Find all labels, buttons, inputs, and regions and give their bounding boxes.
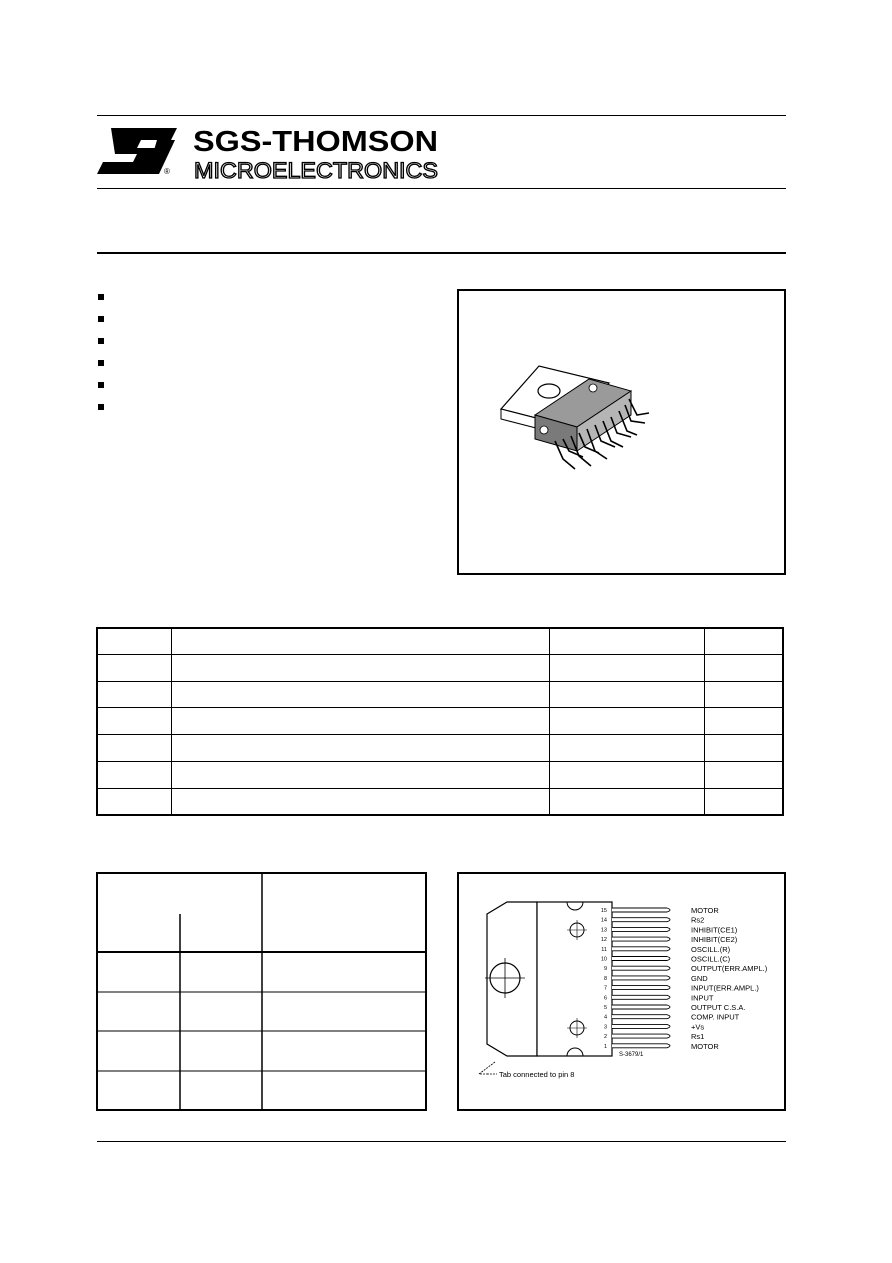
pin-lead — [612, 995, 670, 999]
pin-label: MOTOR — [691, 906, 719, 915]
header-rule — [97, 188, 786, 189]
pin-label: Rs2 — [691, 915, 705, 925]
tab-note: Tab connected to pin 8 — [499, 1070, 575, 1079]
feature-list — [98, 294, 104, 426]
pin-lead — [612, 1044, 670, 1048]
pin-label: OSCILL.(R) — [691, 944, 731, 954]
pin-label: INHIBIT(CE2) — [691, 935, 738, 945]
pin-number: 12 — [600, 937, 607, 944]
tab-note-arrow — [479, 1062, 495, 1074]
pin-connection-diagram — [457, 872, 786, 1111]
pin-lead — [612, 937, 670, 941]
pin-lead — [612, 986, 670, 990]
pin-label: Rs1 — [691, 1032, 705, 1042]
feature-bullet — [98, 360, 104, 366]
st-logo-icon — [97, 128, 177, 176]
pin-number: 9 — [603, 966, 607, 973]
pin-number: 3 — [603, 1024, 607, 1031]
title-rule — [97, 252, 786, 254]
pin-lead — [612, 957, 670, 961]
thermal-table-lines — [98, 874, 425, 1109]
pin-number: 5 — [603, 1005, 607, 1011]
pin-number: 4 — [603, 1014, 607, 1021]
pin-number: 13 — [600, 927, 607, 934]
table-row — [97, 681, 783, 707]
pin-lead — [612, 1015, 670, 1019]
st-logo — [97, 126, 443, 182]
table-row — [97, 761, 783, 788]
table-row — [97, 654, 783, 681]
svg-text:®: ® — [164, 167, 170, 176]
pin-lead — [612, 1024, 670, 1028]
pin-label: INPUT(ERR.AMPL.) — [691, 983, 759, 993]
division-name: MICROELECTRONICS — [194, 158, 438, 182]
pin-lead — [612, 918, 670, 922]
package-figure — [457, 289, 786, 575]
multiwatt-package-icon — [459, 291, 784, 573]
feature-bullet — [98, 404, 104, 410]
pin-label: GND — [691, 973, 708, 983]
pin-lead — [612, 976, 670, 980]
pin-number: 1 — [603, 1043, 607, 1050]
table-row — [97, 788, 783, 815]
feature-bullet — [98, 338, 104, 344]
footer-rule — [97, 1141, 786, 1142]
table-row — [97, 707, 783, 734]
pin-number: 7 — [603, 985, 607, 992]
pin-labels — [691, 906, 768, 1051]
pin-lead — [612, 1034, 670, 1038]
absolute-ratings-table — [96, 627, 784, 816]
table-row — [97, 628, 783, 654]
pin-label: COMP. INPUT — [691, 1012, 740, 1022]
table-row — [97, 734, 783, 761]
feature-bullet — [98, 316, 104, 322]
pin-label: INHIBIT(CE1) — [691, 925, 738, 935]
pin-number: 8 — [603, 975, 607, 982]
pin-label: OUTPUT(ERR.AMPL.) — [691, 964, 768, 974]
pin-number: 11 — [601, 946, 607, 953]
figure-code: S-3679/1 — [619, 1052, 644, 1058]
pin-number: 14 — [600, 917, 607, 924]
pin-number: 15 — [600, 908, 607, 914]
pin-lead — [612, 927, 670, 931]
pin-number: 2 — [603, 1034, 607, 1041]
feature-bullet — [98, 382, 104, 388]
pin-lead — [612, 966, 670, 970]
pin-number: 6 — [603, 995, 607, 1002]
pin-lead — [612, 1005, 670, 1009]
pin-label: INPUT — [691, 993, 714, 1003]
top-rule — [97, 115, 786, 116]
pin-label: +Vs — [691, 1022, 705, 1032]
pin-lead — [612, 908, 670, 912]
pin-number: 10 — [600, 956, 607, 963]
pin-label: OUTPUT C.S.A. — [691, 1003, 746, 1012]
feature-bullet — [98, 294, 104, 300]
pin-lead — [612, 947, 670, 951]
company-name: SGS-THOMSON — [193, 126, 438, 158]
pin-label: OSCILL.(C) — [691, 954, 731, 964]
pin-label: MOTOR — [691, 1041, 719, 1051]
thermal-data-table — [96, 872, 427, 1111]
